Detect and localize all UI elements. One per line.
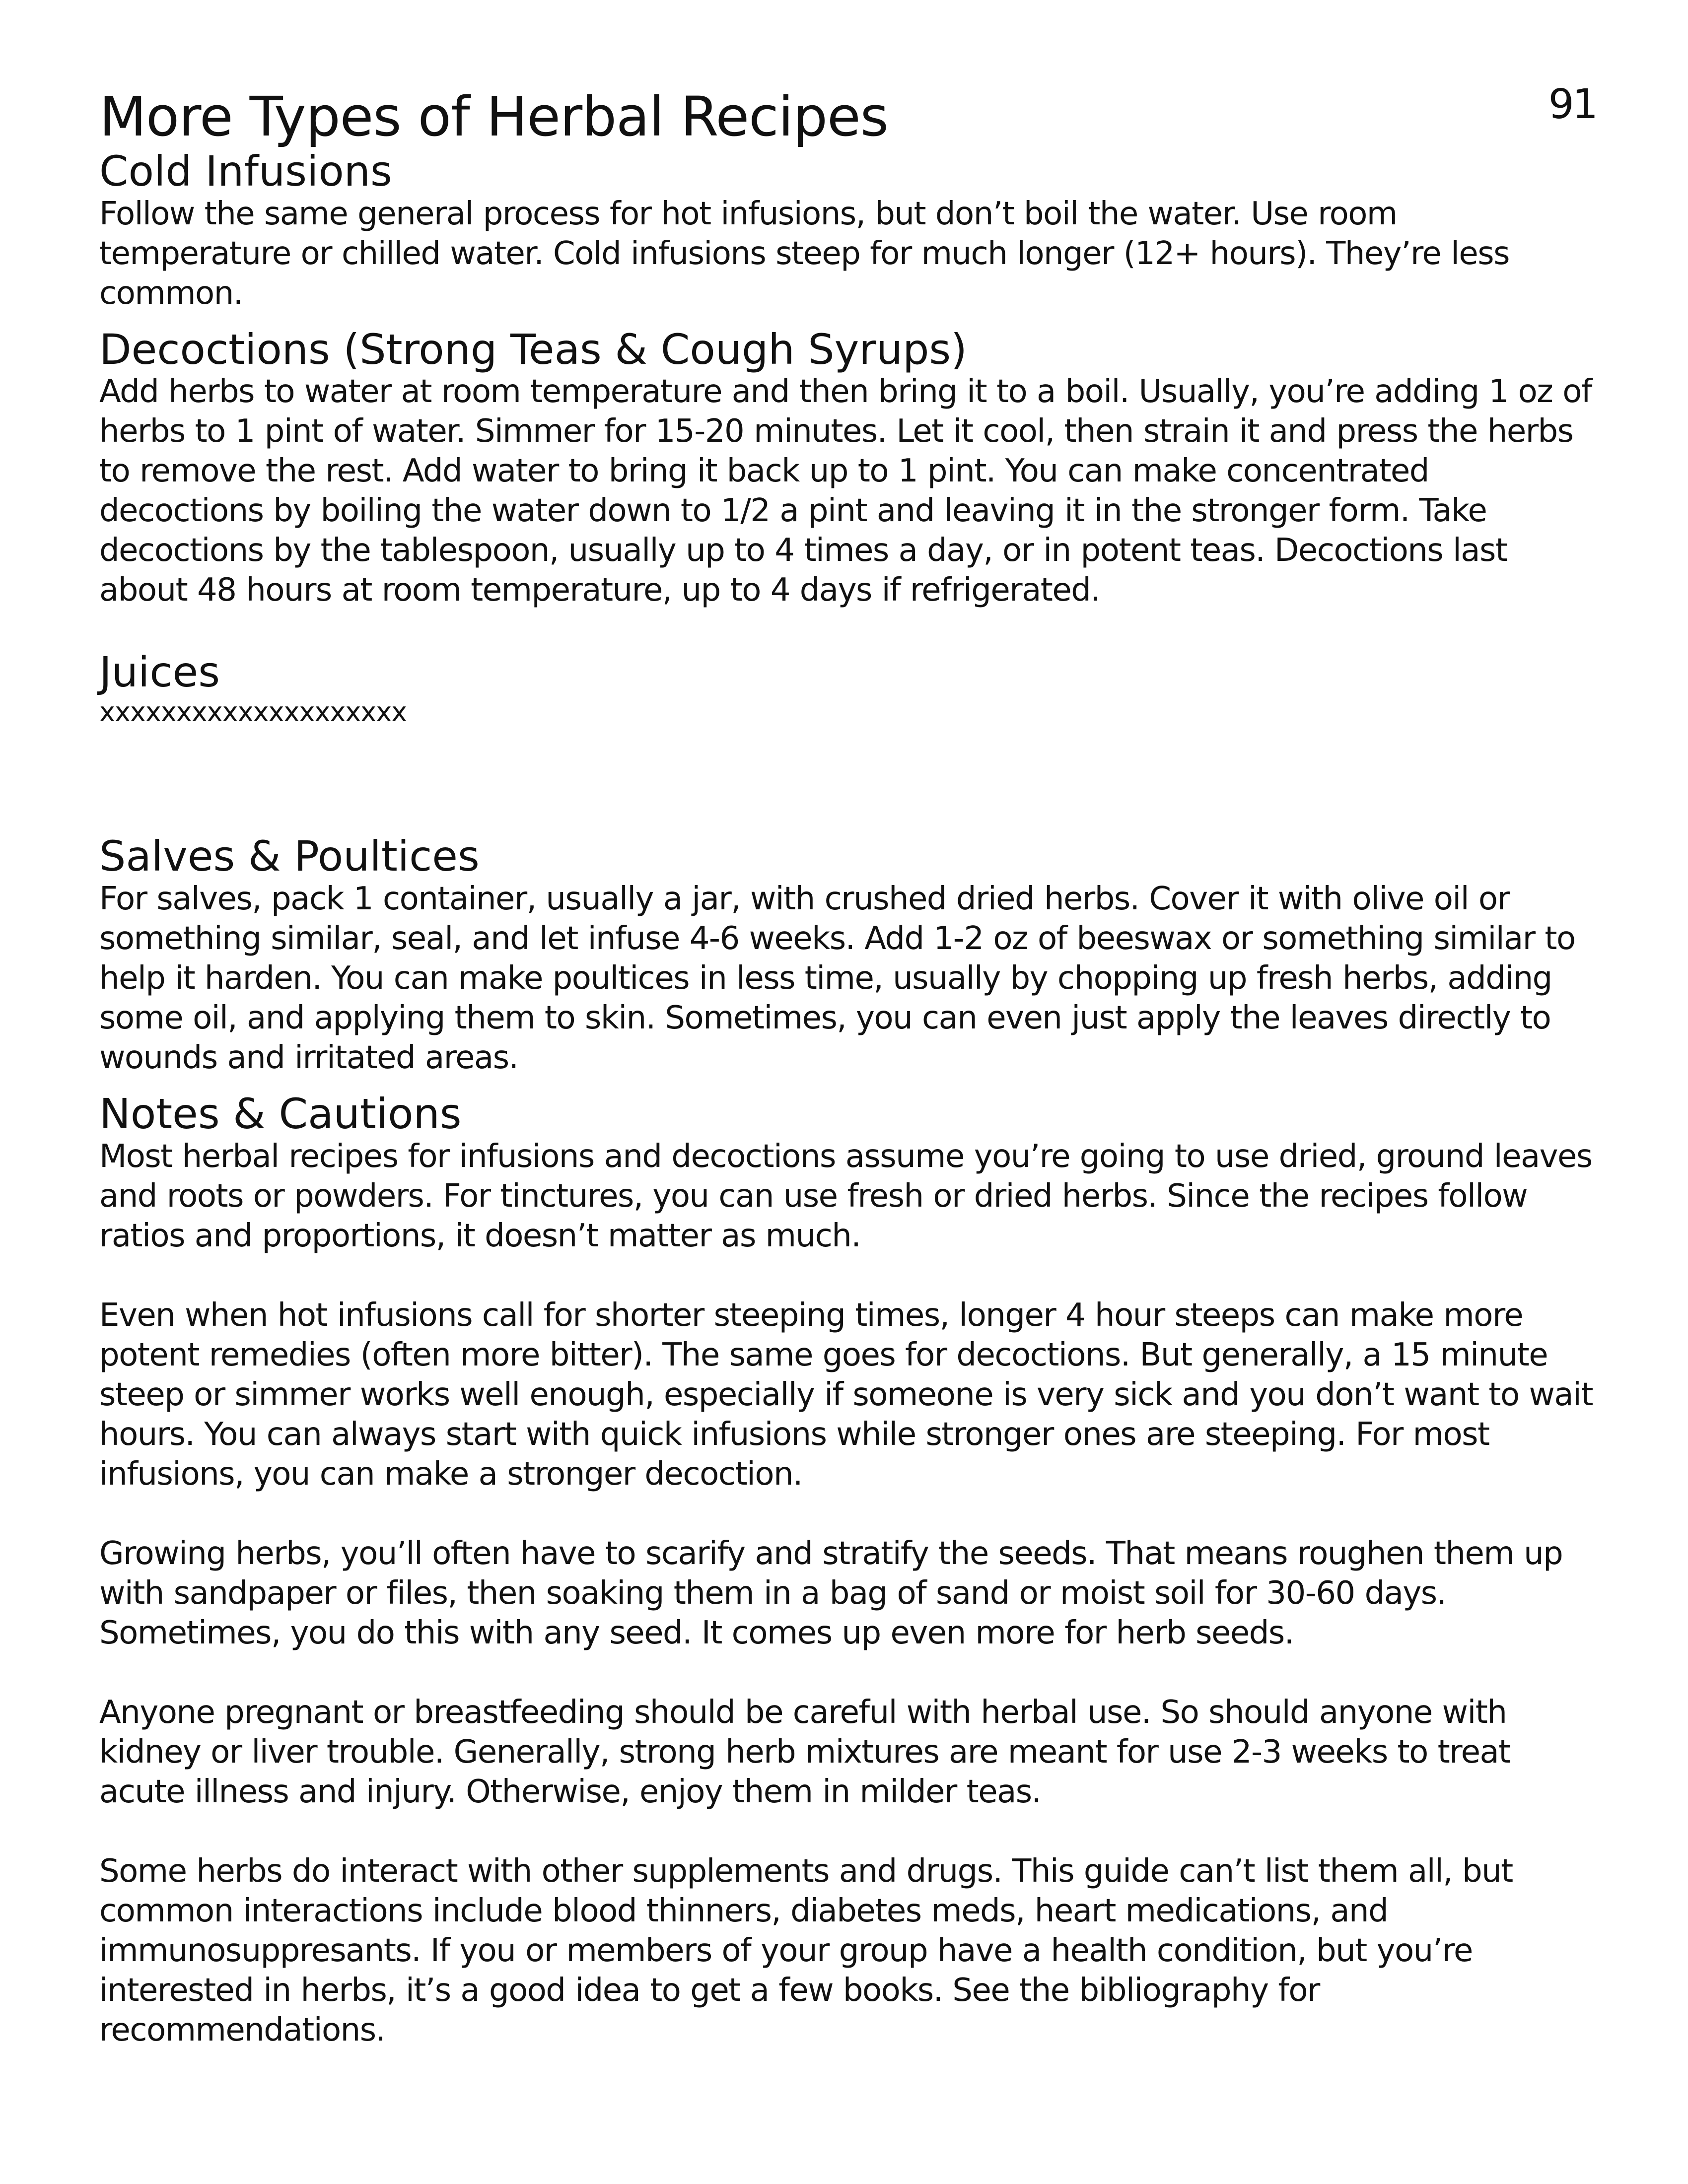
section-notes bbox=[99, 1089, 1594, 2050]
page-number: 91 bbox=[1548, 81, 1596, 128]
section-cold-infusions bbox=[99, 149, 1594, 313]
paragraph-decoctions: Add herbs to water at room temperature and then bring it to a boil. Usually, you’re adding 1 oz of herbs to 1 pint of water. Simmer for 15-20 minutes. Let it cool, then strain it and press the herbs to remove the rest. Add water to bring it back up to 1 pint. You can make concentrated decoctions by boiling the water down to 1/2 a pint and leaving it in the stronger form. Take decoctions by the tablespoon, usually up to 4 times a day, or in potent teas. Decoctions last about 48 hours at room temperature, up to 4 days if refrigerated. bbox=[99, 373, 1592, 609]
page-title: More Types of Herbal Recipes bbox=[99, 85, 888, 148]
section-heading-decoctions: Decoctions (Strong Teas & Cough Syrups) bbox=[99, 325, 967, 374]
section-heading-notes: Notes & Cautions bbox=[99, 1089, 462, 1138]
page-content bbox=[99, 85, 1594, 2050]
paragraph-notes-5: Some herbs do interact with other supplements and drugs. This guide can’t list them all, but common interactions include blood thinners, diabetes meds, heart medications, and immunosuppresants. If you or members of your group have a health condition, but you’re interested in herbs, it’s a good idea to get a few books. See the bibliography for recommendations. bbox=[99, 1852, 1513, 2048]
section-juices bbox=[99, 650, 1594, 730]
section-heading-juices: Juices bbox=[99, 648, 220, 697]
paragraph-notes-3: Growing herbs, you’ll often have to scarify and stratify the seeds. That means roughen them up with sandpaper or files, then soaking them in a bag of sand or moist soil for 30-60 days. Sometimes, you do this with any seed. It comes up even more for herb seeds. bbox=[99, 1535, 1563, 1651]
paragraph-salves: For salves, pack 1 container, usually a jar, with crushed dried herbs. Cover it with olive oil or something similar, seal, and let infuse 4-6 weeks. Add 1-2 oz of beeswax or something similar to help it harden. You can make poultices in less time, usually by chopping up fresh herbs, adding some oil, and applying them to skin. Sometimes, you can even just apply the leaves directly to wounds and irritated areas. bbox=[99, 880, 1575, 1076]
section-salves bbox=[99, 834, 1594, 1078]
section-heading-cold-infusions: Cold Infusions bbox=[99, 147, 392, 196]
section-heading-salves: Salves & Poultices bbox=[99, 832, 480, 881]
paragraph-notes-4: Anyone pregnant or breastfeeding should be careful with herbal use. So should anyone with kidney or liver trouble. Generally, strong herb mixtures are meant for use 2-3 weeks to treat acute illness and injury. Otherwise, enjoy them in milder teas. bbox=[99, 1694, 1510, 1810]
section-decoctions bbox=[99, 327, 1594, 611]
paragraph-juices-placeholder: xxxxxxxxxxxxxxxxxxxx bbox=[99, 696, 407, 728]
paragraph-notes-1: Most herbal recipes for infusions and decoctions assume you’re going to use dried, ground leaves and roots or powders. For tinctures, you can use fresh or dried herbs. Since the recipes follow ratios and proportions, it doesn’t matter as much. bbox=[99, 1138, 1592, 1254]
paragraph-notes-2: Even when hot infusions call for shorter steeping times, longer 4 hour steeps can make more potent remedies (often more bitter). The same goes for decoctions. But generally, a 15 minute steep or simmer works well enough, especially if someone is very sick and you don’t want to wait hours. You can always start with quick infusions while stronger ones are steeping. For most infusions, you can make a stronger decoction. bbox=[99, 1297, 1593, 1493]
paragraph-cold-infusions: Follow the same general process for hot infusions, but don’t boil the water. Use room temperature or chilled water. Cold infusions steep for much longer (12+ hours). They’re less common. bbox=[99, 195, 1509, 312]
